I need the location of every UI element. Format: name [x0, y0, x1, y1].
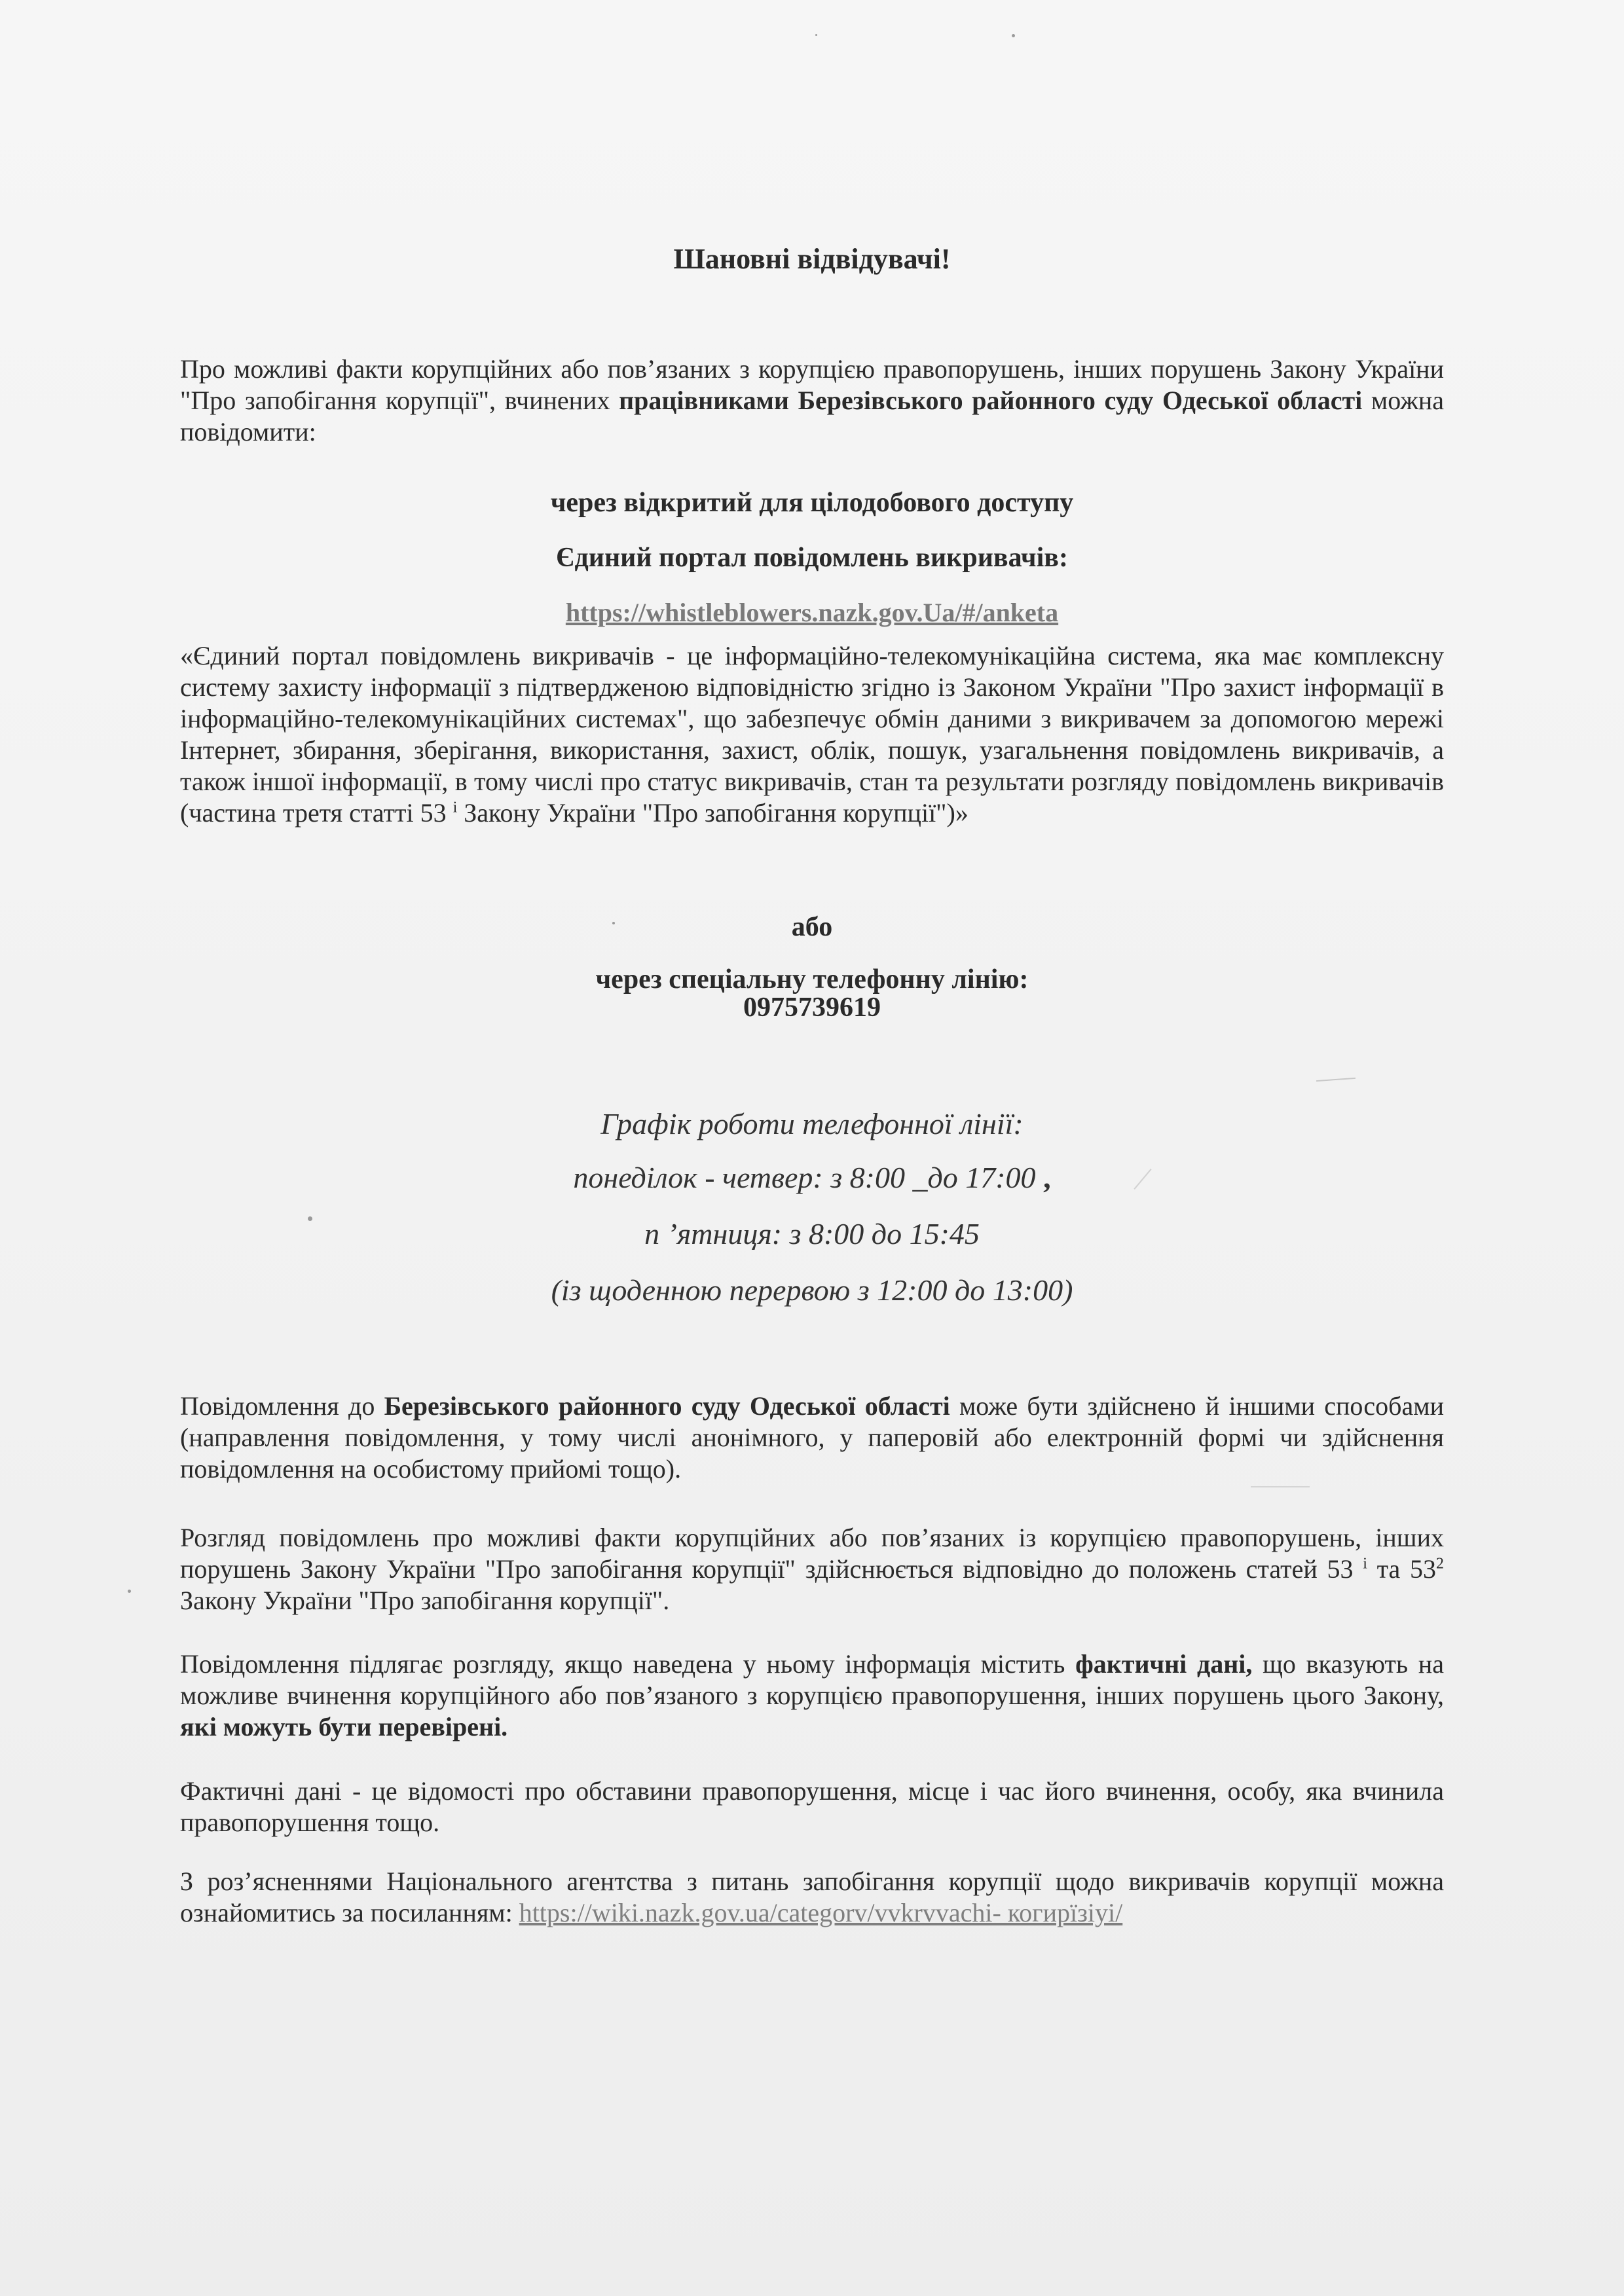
review-paragraph	[180, 1522, 1444, 1616]
portal-access-line: через відкритий для цілодобового доступу	[550, 488, 1074, 518]
schedule-mon-thu-end: до 17:00	[927, 1161, 1044, 1194]
schedule-title: Графік роботи телефонної лінії:	[600, 1107, 1024, 1140]
review-superscript-1: і	[1363, 1555, 1367, 1573]
links-paragraph	[180, 1866, 1444, 1929]
phone-number: 0975739619	[743, 993, 881, 1023]
portal-description-text: «Єдиний портал повідомлень викривачів - це інформаційно-телекомунікаційна система, яка має комплексну систему захисту інформації з підтвердженою відповідністю згідно із Законом України "Про захист інформації в інформаційно-телекомунікаційних системах", що забезпечує обмін даними з викривачем за допомогою мережі Інтернет, збирання, зберігання, використання, захист, облік, пошук, узагальнення повідомлень викривачів, а також іншої інформації, в тому числі про статус викривачів, стан та результати розгляду повідомлень викривачів (частина третя статті 53	[180, 641, 1444, 828]
review-text-end: Закону України "Про запобігання корупції".	[180, 1586, 670, 1615]
review-text-mid: та 53	[1367, 1554, 1436, 1584]
portal-description	[180, 640, 1444, 829]
schedule-gap-mark: _	[912, 1161, 928, 1194]
schedule-mon-thu	[0, 1160, 1624, 1195]
schedule-break: (із щоденною перервою з 12:00 до 13:00)	[551, 1273, 1073, 1307]
intro-paragraph	[180, 354, 1444, 448]
facts-text: Повідомлення підлягає розгляду, якщо наведена у ньому інформація містить	[180, 1649, 1076, 1679]
other-ways-court-name: Березівського районного суду Одеської області	[384, 1391, 950, 1421]
definition-paragraph	[180, 1776, 1444, 1838]
scan-scratch	[1316, 1078, 1356, 1082]
scan-speck	[128, 1590, 131, 1593]
links-text: З роз’ясненнями Національного агентства з питань запобігання корупції щодо викривачів корупції можна ознайомитись за посиланням:	[180, 1867, 1444, 1927]
article-superscript: і	[452, 799, 458, 816]
intro-text-end: можна повідомити:	[180, 386, 1444, 446]
phone-line-label: через спеціальну телефонну лінію:	[595, 964, 1029, 994]
intro-court-name: працівниками Березівського районного суду Одеської області	[619, 386, 1363, 415]
other-ways-paragraph	[180, 1391, 1444, 1485]
facts-bold-verifiable: які можуть бути перевірені.	[180, 1712, 508, 1741]
review-text: Розгляд повідомлень про можливі факти корупційних або пов’язаних із корупцією правопорушень, інших порушень Закону України "Про запобігання корупції" здійснюється відповідно до положень статей 53	[180, 1523, 1444, 1584]
schedule-friday: п ’ятниця: з 8:00 до 15:45	[644, 1217, 980, 1250]
facts-text-mid: що вказують на можливе вчинення корупційного або пов’язаного з корупцією правопорушення, інших порушень цього Закону,	[180, 1649, 1445, 1710]
scan-speck	[815, 34, 817, 36]
schedule-comma: ,	[1043, 1161, 1051, 1194]
page-title: Шановні відвідувачі!	[673, 243, 951, 275]
schedule-mon-thu-start: понеділок - четвер: з 8:00	[573, 1161, 913, 1194]
facts-paragraph	[180, 1649, 1444, 1743]
intro-text: Про можливі факти корупційних або пов’язаних з корупцією правопорушень, інших порушень Закону України "Про запобігання корупції", вчинених	[180, 354, 1444, 415]
portal-description-text-end: Закону України "Про запобігання корупції")»	[457, 798, 969, 828]
definition-text: Фактичні дані - це відомості про обставини правопорушення, місце і час його вчинення, особу, яка вчинила правопорушення тощо.	[180, 1776, 1444, 1837]
scan-scratch	[1251, 1486, 1310, 1487]
facts-bold-data: фактичні дані,	[1075, 1649, 1253, 1679]
wiki-link[interactable]: https://wiki.nazk.gov.ua/categorv/vvkrvvachi- когирїзіуі/	[519, 1898, 1123, 1927]
portal-link[interactable]: https://whistleblowers.nazk.gov.Ua/#/anketa	[565, 598, 1059, 627]
review-superscript-2: 2	[1436, 1555, 1444, 1573]
other-ways-text: Повідомлення до	[180, 1391, 384, 1421]
portal-name: Єдиний портал повідомлень викривачів:	[556, 543, 1068, 573]
scan-speck	[1012, 34, 1015, 37]
or-separator: або	[791, 912, 833, 942]
other-ways-text-end: може бути здійснено й іншими способами (направлення повідомлення, у тому числі анонімного, у паперовій або електронній формі чи здійснення повідомлення на особистому прийомі тощо).	[180, 1391, 1444, 1484]
